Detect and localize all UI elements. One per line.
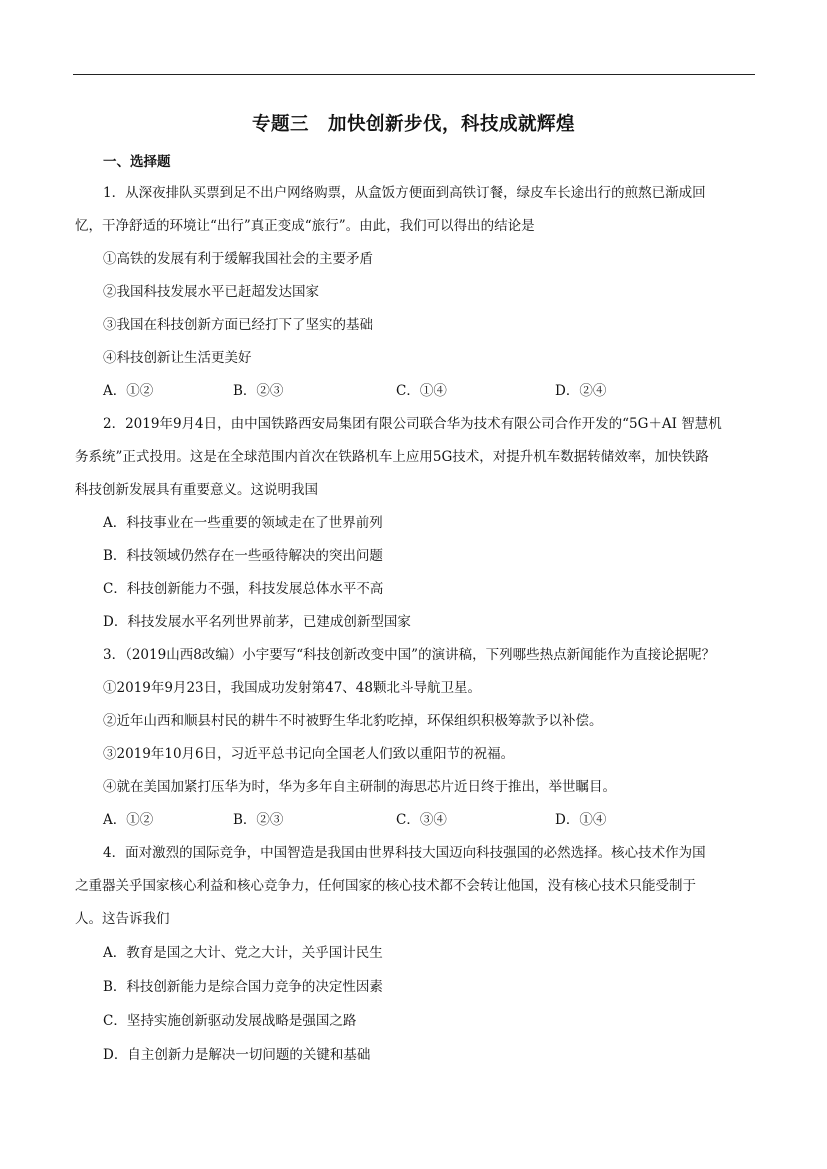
q3-item-2: ②近年山西和顺县村民的耕牛不时被野生华北豹吃掉，环保组织积极筹款予以补偿。 <box>103 713 603 729</box>
q1-option-b[interactable]: B．②③ <box>233 383 284 399</box>
q2-stem-line-3: 科技创新发展具有重要意义。这说明我国 <box>75 482 318 498</box>
q3-item-4: ④就在美国加紧打压华为时，华为多年自主研制的海思芯片近日终于推出，举世瞩目。 <box>103 779 616 795</box>
q2-option-c[interactable]: C．科技创新能力不强，科技发展总体水平不高 <box>103 581 384 597</box>
q1-item-2: ②我国科技发展水平已赶超发达国家 <box>103 284 319 300</box>
q4-stem-line-3: 人。这告诉我们 <box>75 911 170 927</box>
q4-stem-line-1: 4．面对激烈的国际竞争，中国智造是我国由世界科技大国迈向科技强国的必然选择。核心技术作为国 <box>103 845 706 861</box>
page-title: 专题三 加快创新步伐，科技成就辉煌 <box>251 114 575 135</box>
q4-option-d[interactable]: D．自主创新力是解决一切问题的关键和基础 <box>103 1047 371 1063</box>
q4-option-a[interactable]: A．教育是国之大计、党之大计，关乎国计民生 <box>103 945 383 961</box>
q1-item-1: ①高铁的发展有利于缓解我国社会的主要矛盾 <box>103 251 373 267</box>
q1-option-c[interactable]: C．①④ <box>396 383 447 399</box>
q1-stem-line-1: 1．从深夜排队买票到足不出户网络购票，从盒饭方便面到高铁订餐，绿皮车长途出行的煎熬已渐成回 <box>103 185 706 201</box>
q3-option-d[interactable]: D．①④ <box>555 812 607 828</box>
q3-item-3: ③2019年10月6日，习近平总书记向全国老人们致以重阳节的祝福。 <box>103 746 515 762</box>
q2-stem-line-1: 2．2019年9月4日，由中国铁路西安局集团有限公司联合华为技术有限公司合作开发的“5G＋AI 智慧机 <box>103 416 722 432</box>
section-heading: 一、选择题 <box>103 154 171 170</box>
q4-stem-line-2: 之重器关乎国家核心利益和核心竞争力，任何国家的核心技术都不会转让他国，没有核心技术只能受制于 <box>75 878 696 894</box>
q1-options <box>103 382 663 400</box>
q1-option-a[interactable]: A．①② <box>103 383 154 399</box>
q1-item-4: ④科技创新让生活更美好 <box>103 350 252 366</box>
q1-stem-line-2: 忆，干净舒适的环境让“出行”真正变成“旅行”。由此，我们可以得出的结论是 <box>75 218 535 234</box>
q3-option-c[interactable]: C．③④ <box>396 812 447 828</box>
q2-option-d[interactable]: D．科技发展水平名列世界前茅，已建成创新型国家 <box>103 614 411 630</box>
q3-options <box>103 811 663 829</box>
header-rule <box>73 74 755 75</box>
q4-option-b[interactable]: B．科技创新能力是综合国力竞争的决定性因素 <box>103 979 383 995</box>
q4-option-c[interactable]: C．坚持实施创新驱动发展战略是强国之路 <box>103 1013 357 1029</box>
q1-item-3: ③我国在科技创新方面已经打下了坚实的基础 <box>103 317 373 333</box>
q1-option-d[interactable]: D．②④ <box>555 383 607 399</box>
q3-option-a[interactable]: A．①② <box>103 812 154 828</box>
q3-option-b[interactable]: B．②③ <box>233 812 284 828</box>
q3-stem-line-1: 3．（2019山西8改编）小宇要写“科技创新改变中国”的演讲稿，下列哪些热点新闻能作为直接论据呢？ <box>103 647 716 663</box>
q2-stem-line-2: 务系统”正式投用。这是在全球范围内首次在铁路机车上应用5G技术，对提升机车数据转储效率，加快铁路 <box>75 449 709 465</box>
q3-item-1: ①2019年9月23日，我国成功发射第47、48颗北斗导航卫星。 <box>103 680 481 696</box>
q2-option-a[interactable]: A．科技事业在一些重要的领域走在了世界前列 <box>103 515 383 531</box>
q2-option-b[interactable]: B．科技领域仍然存在一些亟待解决的突出问题 <box>103 548 383 564</box>
